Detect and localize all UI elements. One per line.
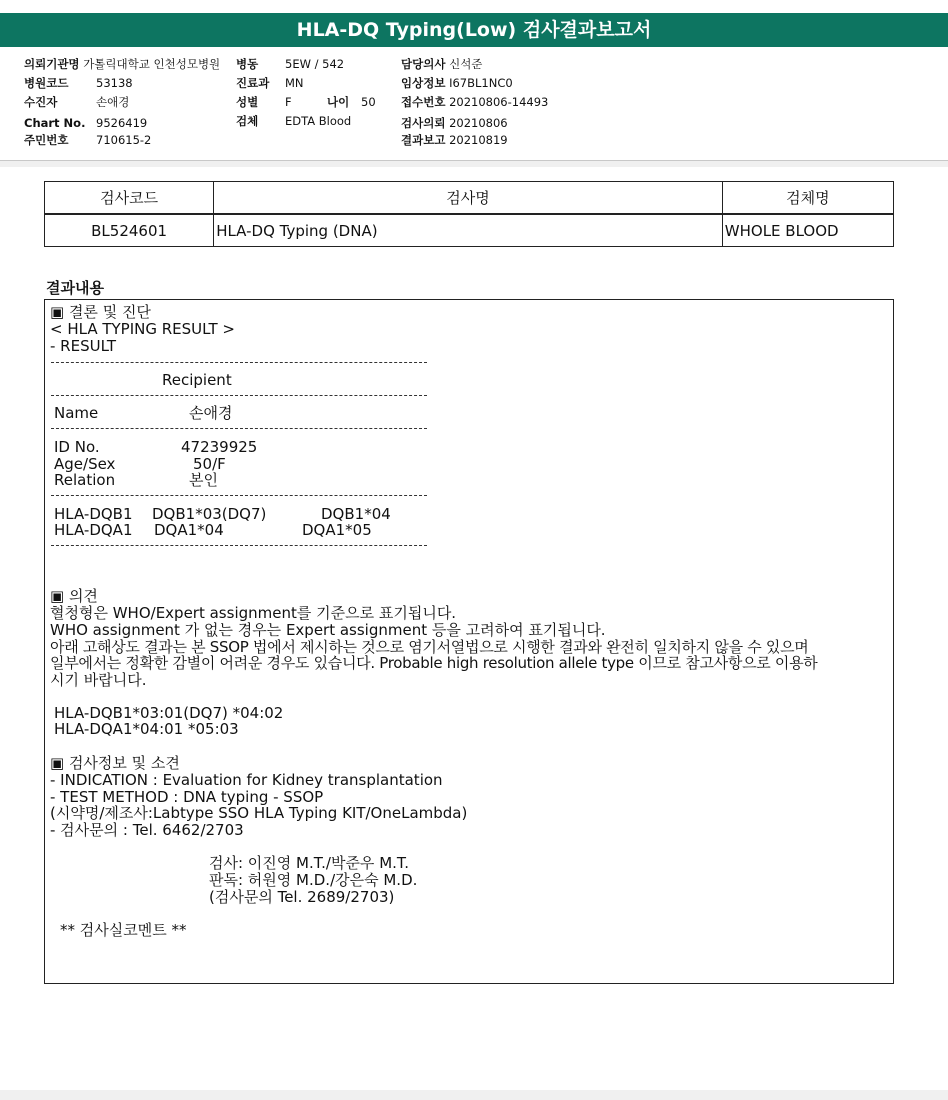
receipt-label: 접수번호 bbox=[401, 95, 446, 109]
request-value: 20210806 bbox=[449, 116, 508, 130]
dqb1-label: HLA-DQB1 bbox=[54, 505, 133, 523]
dashed-divider bbox=[51, 362, 427, 363]
dashed-divider bbox=[51, 395, 427, 396]
agesex-label: Age/Sex bbox=[54, 455, 116, 473]
specimen-value: EDTA Blood bbox=[285, 114, 352, 128]
opinion-heading: ▣ 의견 bbox=[50, 587, 98, 605]
sex-value: F bbox=[285, 95, 292, 109]
dashed-divider bbox=[51, 545, 427, 546]
inquiry-line-2: (검사문의 Tel. 2689/2703) bbox=[209, 888, 395, 906]
hospital-code-label: 병원코드 bbox=[24, 76, 69, 90]
age-label: 나이 bbox=[327, 95, 350, 109]
sex-label: 성별 bbox=[236, 95, 259, 109]
test-table-header bbox=[45, 182, 894, 215]
conclusion-heading: ▣ 결론 및 진단 bbox=[50, 303, 151, 321]
report-title: HLA-DQ Typing(Low) 검사결과보고서 bbox=[0, 13, 948, 47]
report-date-value: 20210819 bbox=[449, 133, 508, 147]
dqb1-allele-2: DQB1*04 bbox=[321, 505, 391, 523]
indication-line: - INDICATION : Evaluation for Kidney transplantation bbox=[50, 771, 443, 789]
opinion-line-4: 일부에서는 정확한 감별이 어려운 경우도 있습니다. Probable high resolution allele type 이므로 참고사항으로 이용하 bbox=[50, 654, 818, 672]
recipient-value: 손애경 bbox=[96, 95, 130, 109]
result-section-title: 결과내용 bbox=[46, 279, 104, 297]
dept-value: MN bbox=[285, 76, 304, 90]
table-row bbox=[45, 214, 894, 247]
opinion-line-5: 시기 바랍니다. bbox=[50, 671, 147, 689]
dashed-divider bbox=[51, 428, 427, 429]
high-res-dqb1: HLA-DQB1*03:01(DQ7) *04:02 bbox=[54, 704, 284, 722]
cell-specimen-name: WHOLE BLOOD bbox=[722, 214, 893, 247]
inquiry-line: - 검사문의 : Tel. 6462/2703 bbox=[50, 821, 244, 839]
ward-label: 병동 bbox=[236, 57, 259, 71]
doctor-label: 담당의사 bbox=[401, 57, 446, 71]
institution-value: 가톨릭대학교 인천성모병원 bbox=[83, 57, 221, 71]
relation-value: 본인 bbox=[189, 471, 218, 489]
name-value: 손애경 bbox=[189, 404, 233, 422]
header-test-name: 검사명 bbox=[214, 182, 723, 215]
dashed-divider bbox=[51, 495, 427, 496]
agesex-value: 50/F bbox=[193, 455, 226, 473]
id-value: 47239925 bbox=[181, 438, 258, 456]
clinical-value: I67BL1NC0 bbox=[449, 76, 513, 90]
test-table bbox=[44, 181, 894, 247]
id-label: ID No. bbox=[54, 438, 100, 456]
dqa1-label: HLA-DQA1 bbox=[54, 521, 133, 539]
cell-test-name: HLA-DQ Typing (DNA) bbox=[214, 214, 723, 247]
clinical-label: 임상정보 bbox=[401, 76, 446, 90]
header-specimen-name: 검체명 bbox=[722, 182, 893, 215]
lab-comment-heading: ** 검사실코멘트 ** bbox=[60, 921, 187, 939]
tester-line: 검사: 이진영 M.T./박준우 M.T. bbox=[209, 854, 410, 872]
hospital-code-value: 53138 bbox=[96, 76, 133, 90]
chart-label: Chart No. bbox=[24, 116, 86, 130]
result-label: - RESULT bbox=[50, 337, 117, 355]
cell-test-code: BL524601 bbox=[45, 214, 214, 247]
recipient-label: 수진자 bbox=[24, 95, 58, 109]
doctor-value: 신석준 bbox=[449, 57, 483, 71]
specimen-label: 검체 bbox=[236, 114, 259, 128]
name-label: Name bbox=[54, 404, 99, 422]
typing-result-title: < HLA TYPING RESULT > bbox=[50, 320, 235, 338]
report-date-label: 결과보고 bbox=[401, 133, 446, 147]
rrn-label: 주민번호 bbox=[24, 133, 69, 147]
age-value: 50 bbox=[361, 95, 376, 109]
dqa1-allele-1: DQA1*04 bbox=[154, 521, 224, 539]
high-res-dqa1: HLA-DQA1*04:01 *05:03 bbox=[54, 720, 239, 738]
rrn-value: 710615-2 bbox=[96, 133, 152, 147]
dept-label: 진료과 bbox=[236, 76, 270, 90]
kit-line: (시약명/제조사:Labtype SSO HLA Typing KIT/OneLambda) bbox=[50, 804, 468, 822]
page-bottom-band bbox=[0, 1090, 948, 1100]
reader-line: 판독: 허원영 M.D./강은숙 M.D. bbox=[209, 871, 418, 889]
ward-value: 5EW / 542 bbox=[285, 57, 345, 71]
header-test-code: 검사코드 bbox=[45, 182, 214, 215]
opinion-line-2: WHO assignment 가 없는 경우는 Expert assignment 등을 고려하여 표기됩니다. bbox=[50, 621, 606, 639]
result-content-box bbox=[44, 299, 894, 984]
dqb1-allele-1: DQB1*03(DQ7) bbox=[152, 505, 267, 523]
receipt-value: 20210806-14493 bbox=[449, 95, 549, 109]
chart-value: 9526419 bbox=[96, 116, 148, 130]
opinion-line-3: 아래 고해상도 결과는 본 SSOP 법에서 제시하는 것으로 염기서열법으로 시행한 결과와 완전히 일치하지 않을 수 있으며 bbox=[50, 638, 809, 656]
request-label: 검사의뢰 bbox=[401, 116, 446, 130]
institution-label: 의뢰기관명 bbox=[24, 57, 80, 71]
test-method-line: - TEST METHOD : DNA typing - SSOP bbox=[50, 788, 324, 806]
relation-label: Relation bbox=[54, 471, 116, 489]
header-divider-band bbox=[0, 161, 948, 167]
dqa1-allele-2: DQA1*05 bbox=[302, 521, 372, 539]
opinion-line-1: 혈청형은 WHO/Expert assignment를 기준으로 표기됩니다. bbox=[50, 604, 457, 622]
info-heading: ▣ 검사정보 및 소견 bbox=[50, 754, 180, 772]
recipient-column-header: Recipient bbox=[162, 371, 232, 389]
